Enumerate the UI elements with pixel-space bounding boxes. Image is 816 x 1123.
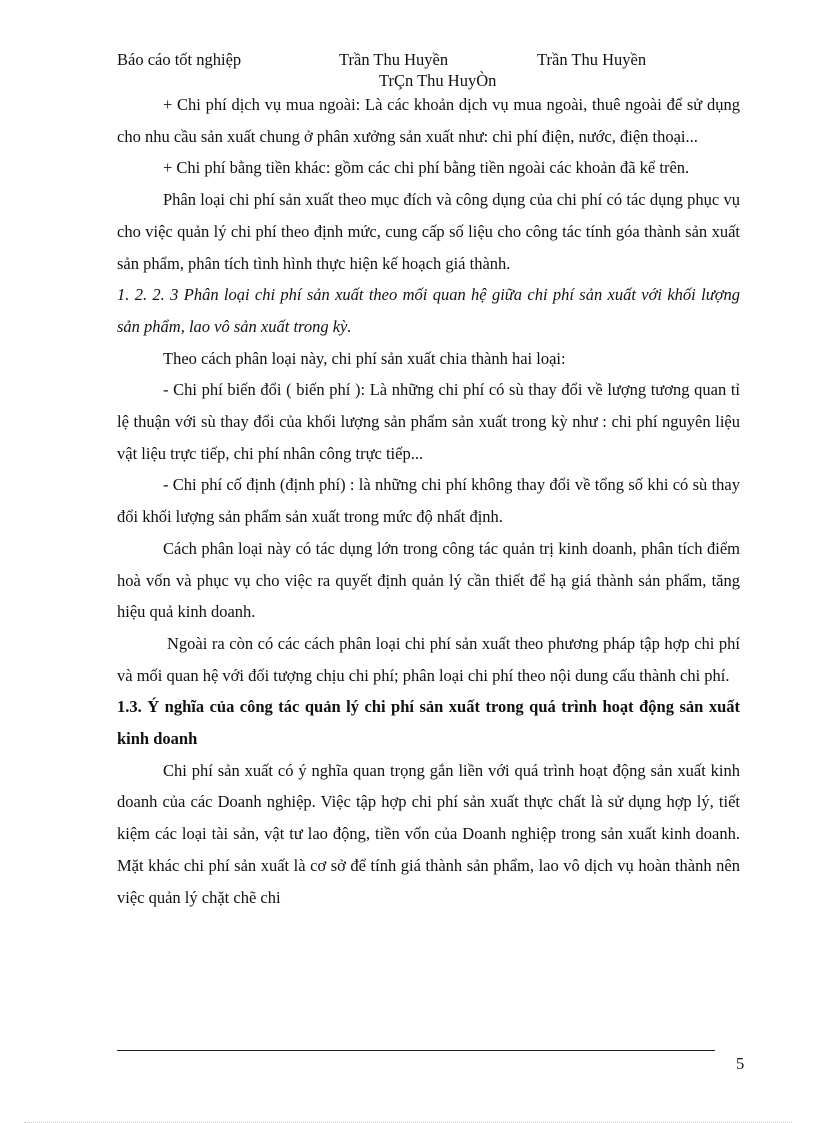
header-report-label: Báo cáo tốt nghiệp [117,50,242,69]
section-heading-1-3: 1.3. Ý nghĩa của công tác quản lý chi phí sản xuất trong quá trình hoạt động sản xuất kinh doanh [117,697,740,749]
paragraph-variable-costs: - Chi phí biến đổi ( biến phí ): Là những chi phí có sù thay đổi về lượng tương quan tỉ lệ thuận với sù thay đổi của khối lượng sản phẩm sản xuất trong kỳ như : chi phí nguyên liệu vật liệu trực tiếp, chi phí nhân công trực tiếp... [117,380,740,463]
header-author-3: TrÇn Thu HuyÒn [379,71,497,90]
paragraph-outsourced-services: + Chi phí dịch vụ mua ngoài: Là các khoản dịch vụ mua ngoài, thuê ngoài để sử dụng cho nhu cầu sản xuất chung ở phân xưởng sản xuất như: chi phí điện, nước, điện thoại... [117,95,740,146]
paragraph-significance: Chi phí sản xuất có ý nghĩa quan trọng gắn liền với quá trình hoạt động sản xuất kinh doanh của các Doanh nghiệp. Việc tập hợp chi phí sản xuất thực chất là sử dụng hợp lý, tiết kiệm các loại tài sản, vật tư lao động, tiền vốn của Doanh nghiệp trong sản xuất kinh doanh. Mặt khác chi phí sản xuất là cơ sở để tính giá thành sản phẩm, lao vô dịch vụ hoàn thành nên việc quản lý chặt chẽ chi [117,760,740,907]
page-header [117,49,740,93]
paragraph-classification-by-purpose: Phân loại chi phí sản xuất theo mục đích và công dụng của chi phí có tác dụng phục vụ cho việc quản lý chi phí theo định mức, cung cấp số liệu cho công tác tính góa thành sản xuất sản phẩm, phân tích tình hình thực hiện kế hoạch giá thành. [117,190,740,273]
paragraph-fixed-costs: - Chi phí cố định (định phí) : là những chi phí không thay đổi về tổng số khi có sù thay đổi khối lượng sản phẩm sản xuất trong mức độ nhất định. [117,475,740,527]
paragraph-classification-effect: Cách phân loại này có tác dụng lớn trong công tác quản trị kinh doanh, phân tích điểm hoà vốn và phục vụ cho việc ra quyết định quản lý cần thiết để hạ giá thành sản phẩm, tăng hiệu quả kinh doanh. [117,538,740,622]
footer-divider [117,1050,715,1051]
section-heading-1-2-2-3: 1. 2. 2. 3 Phân loại chi phí sản xuất theo mối quan hệ giữa chi phí sản xuất với khối lượng sản phẩm, lao vô sản xuất trong kỳ. [117,285,740,336]
paragraph-other-cash-costs: + Chi phí bằng tiền khác: gồm các chi phí bằng tiền ngoài các khoản đã kể trên. [163,158,690,178]
paragraph-other-classifications: Ngoài ra còn có các cách phân loại chi phí sản xuất theo phương pháp tập hợp chi phí và mối quan hệ với đối tượng chịu chi phí; phân loại chi phí theo nội dung cấu thành chi phí. [117,633,740,685]
document-body [117,89,740,913]
paragraph-two-types-intro: Theo cách phân loại này, chi phí sản xuất chia thành hai loại: [163,348,566,368]
header-author-1: Trần Thu Huyền [339,50,449,69]
page-number: 5 [736,1054,745,1073]
header-author-2: Trần Thu Huyền [537,50,647,69]
